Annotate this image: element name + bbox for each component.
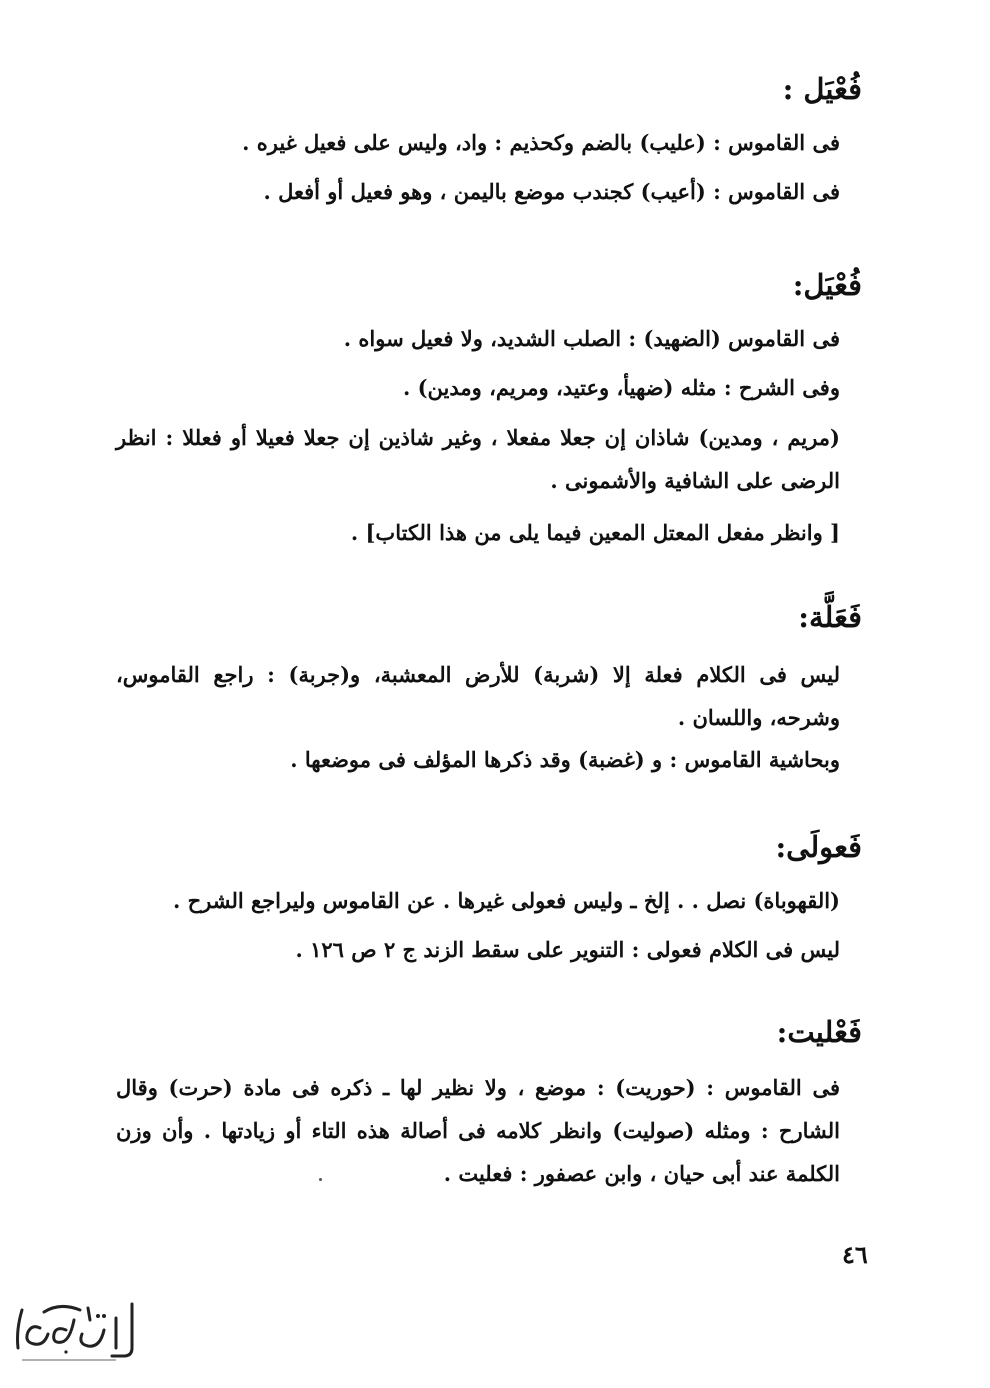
text-line: ليس فى الكلام فعولى : التنوير على سقط الزند ج ٢ ص ١٢٦ . <box>295 937 840 962</box>
text-line: (القهوباة) نصل . . إلخ ـ وليس فعولى غيرها . عن القاموس وليراجع الشرح . <box>172 888 840 913</box>
section-heading: فَعْليت: <box>776 1015 862 1049</box>
watermark-stamp <box>4 1290 144 1368</box>
text-line: فى القاموس (الضهيد) : الصلب الشديد، ولا فعيل سواه . <box>343 326 840 351</box>
section-heading: فَعولَى: <box>775 830 862 864</box>
text-line: وبحاشية القاموس : و (غضبة) وقد ذكرها المؤلف فى موضعها . <box>290 747 840 772</box>
text-paragraph: فى القاموس : (حوريت) : موضع ، ولا نظير لها ـ ذكره فى مادة (حرت) وقال الشارح : ومثله (صوليت) وانظر كلامه فى أصالة هذه التاء أو زيادتها . وأن وزن الكلمة عند أبى حيان ، وابن عصفور : فعليت . <box>116 1075 840 1186</box>
text-paragraph: ليس فى الكلام فعلة إلا (شربة) للأرض المعشبة، و(جربة) : راجع القاموس، وشرحه، واللسان . <box>116 662 840 730</box>
text-line: فى القاموس : (عليب) بالضم وكحذيم : واد، وليس على فعيل غيره . <box>242 130 840 155</box>
text-paragraph: (مريم ، ومدين) شاذان إن جعلا مفعلا ، وغير شاذين إن جعلا فعيلا أو فعللا : انظر الرضى على الشافية والأشمونى . <box>116 425 840 493</box>
text-line: فى القاموس : (أعيب) كجندب موضع باليمن ، وهو فعيل أو أفعل . <box>263 179 840 204</box>
section-heading: فَعَلَّة: <box>798 600 862 634</box>
page-number: ٤٦ <box>842 1240 868 1269</box>
text-line: [ وانظر مفعل المعتل المعين فيما يلى من هذا الكتاب] . <box>350 520 840 545</box>
text-line: وفى الشرح : مثله (ضهيأ، وعتيد، ومريم، ومدين) . <box>402 375 840 400</box>
section-heading: فُعْيَل : <box>782 72 862 106</box>
scan-speck <box>319 1178 322 1181</box>
section-heading: فُعْيَل: <box>792 268 862 302</box>
